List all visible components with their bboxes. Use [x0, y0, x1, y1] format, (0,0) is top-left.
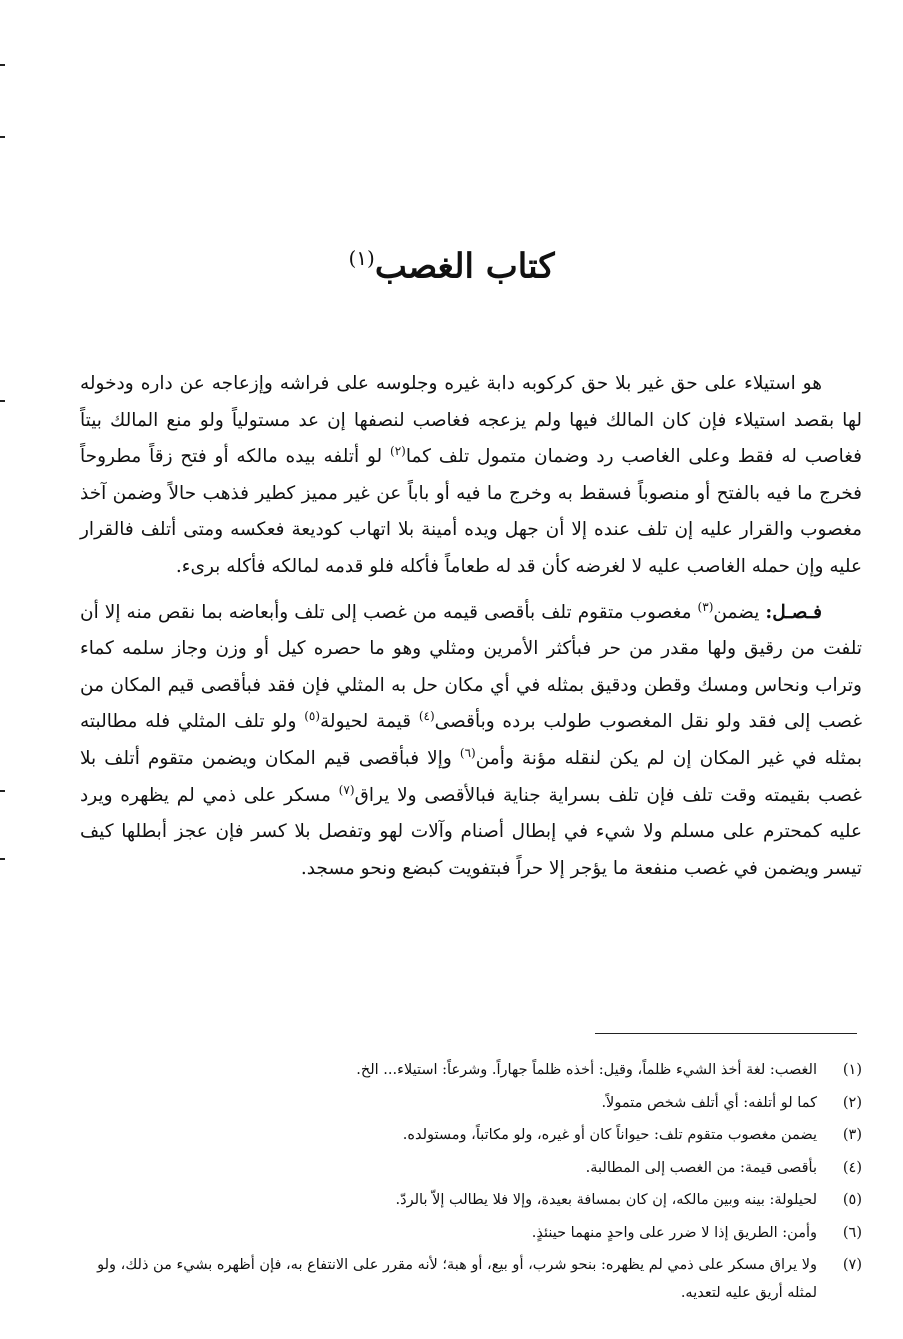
paragraph-text: مغصوب متقوم تلف بأقصى قيمه من غصب إلى تلف وأبعاضه بما نقص منه إلا أن تلفت من رقيق ولها مقدر من حر فبأكثر الأمرين ومثلي وهو ما حصره كيل أو وزن وجاز سلمه كماء وتراب ونحاس ومسك وقطن ودقيق بمثله في أي مكان حل به المثلي فإن فقد فبأقصى قيم المكان من غصب إلى فقد ولو نقل المغصوب طولب برده وبأقصى: [80, 601, 862, 733]
paragraph: [80, 366, 862, 586]
footnote-number: (١): [842, 1062, 862, 1078]
footnote-ref: (٦): [459, 745, 476, 760]
footnote-item: [80, 1152, 862, 1185]
chapter-title: [150, 228, 753, 296]
footnote-text: ولا يراق مسكر على ذمي لم يظهره: بنحو شرب، أو بيع، أو هبة؛ لأنه مقرر على الانتفاع به، فإن أظهره بشيء من ذلك، ولو لمثله أريق عليه لتعديه.: [97, 1257, 817, 1301]
footnote-number: (٦): [842, 1224, 862, 1241]
margin-mark: [0, 136, 5, 138]
paragraph-text: يضمن: [713, 601, 766, 623]
margin-mark: [0, 64, 5, 66]
footnote-text: وأمن: الطريق إذا لا ضرر على واحدٍ منهما حينئذٍ.: [531, 1224, 817, 1241]
footnote-ref: (٧): [338, 782, 355, 797]
margin-mark: [0, 400, 5, 402]
footnote-text: الغصب: لغة أخذ الشيء ظلماً، وقيل: أخذه ظلماً جهاراً. وشرعاً: استيلاء... الخ.: [356, 1062, 817, 1078]
footnote-divider: [595, 1033, 857, 1034]
paragraph-text: هو استيلاء على حق غير بلا حق كركوبه دابة غيره وجلوسه على فراشه وإزعاجه عن داره ودخوله لها بقصد استيلاء فإن كان المالك فيها ولم يزعجه فغاصب لنصفها إن عد مستولياً ولو منع المالك بيتاً فغاصب له فقط وعلى الغاصب رد وضمان متمول تلف كما: [80, 373, 862, 468]
footnote-item: [80, 1249, 862, 1307]
main-text: [80, 366, 862, 887]
paragraph-text: ولو تلف المثلي فله مطالبته بمثله في غير المكان إن لم يكن لنقله مؤنة وأمن: [80, 711, 862, 769]
footnote-number: (٥): [842, 1192, 862, 1208]
footnote-text: كما لو أتلفه: أي أتلف شخص متمولاً.: [601, 1094, 817, 1111]
footnote-number: (٤): [842, 1159, 862, 1176]
footnote-ref: (١): [348, 246, 375, 270]
footnote-ref: (٤): [418, 709, 435, 724]
section-label: فـصـل:: [765, 601, 822, 623]
footnote-number: (٢): [842, 1094, 862, 1111]
footnote-text: بأقصى قيمة: من الغصب إلى المطالبة.: [585, 1159, 817, 1176]
paragraph: [80, 595, 862, 888]
paragraph-text: وإلا فبأقصى قيم المكان ويضمن متقوم أتلف بلا غصب بقيمته وقت تلف فإن تلف بسراية جناية فبالأقصى ولا يراق: [80, 747, 862, 806]
margin-mark: [0, 790, 5, 792]
paragraph-text: لو أتلفه بيده مالكه أو فتح زقاً مطروحاً فخرج ما فيه بالفتح أو منصوباً فسقط به وخرج ما فيه أو باباً عن غير مميز كطير فذهب حالاً وضمن آخذ مغصوب والقرار عليه إن تلف عنده إلا أن جهل ويده أمينة بلا اتهاب كوديعة فعكسه ومتى أتلف فالقرار عليه وإن حمله الغاصب عليه لا لغرضه كأن قد له طعاماً فأكله فلو قدمه لمالكه فأكله برىء.: [80, 446, 862, 577]
footnote-text: يضمن مغصوب متقوم تلف: حيواناً كان أو غيره، ولو مكاتباً، ومستولده.: [402, 1127, 817, 1143]
footnote-ref: (٢): [390, 444, 406, 459]
footnote-ref: (٥): [304, 709, 321, 724]
footnote-number: (٧): [842, 1257, 862, 1273]
paragraph-text: قيمة لحيولة: [320, 711, 419, 733]
footnote-number: (٣): [842, 1127, 862, 1143]
footnotes: [80, 1054, 862, 1307]
footnote-item: [80, 1217, 862, 1250]
footnote-item: [80, 1054, 862, 1087]
margin-mark: [0, 858, 5, 860]
footnote-text: لحيلولة: بينه وبين مالكه، إن كان بمسافة بعيدة، وإلا فلا يطالب إلاّ بالردّ.: [395, 1192, 817, 1208]
footnote-item: [80, 1184, 862, 1217]
footnote-item: [80, 1087, 862, 1120]
footnote-ref: (٣): [697, 599, 714, 614]
paragraph-text: مسكر على ذمي لم يظهره ويرد عليه كمحترم على مسلم ولا شيء في إبطال أصنام وآلات لهو وتفصل بلا كسر فإن عجز أبطلها كيف تيسر ويضمن في غصب منفعة ما يؤجر إلا حراً فبتفويت كبضع ونحو مسجد.: [80, 784, 862, 879]
footnote-item: [80, 1119, 862, 1152]
chapter-title-text: كتاب الغصب: [374, 246, 555, 287]
